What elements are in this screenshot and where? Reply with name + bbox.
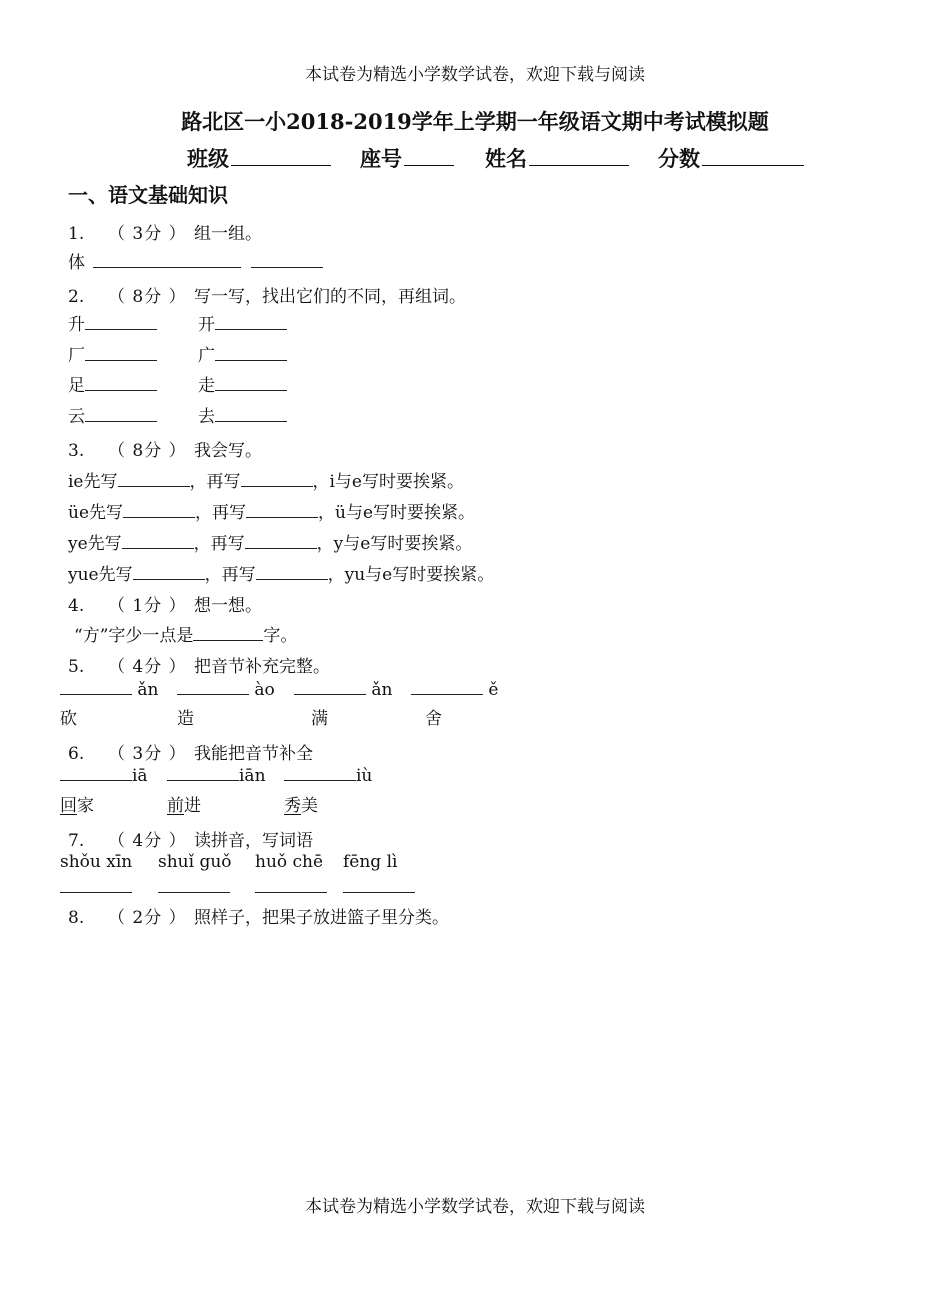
q2-blank[interactable] [215,345,287,361]
q1-char: 体 [68,253,85,273]
q6-blank[interactable] [60,765,132,781]
q2-blank[interactable] [85,345,157,361]
question-5: 5. （ 4分 ） 把音节补充完整。 [68,657,330,677]
q7-blank-4[interactable] [343,878,415,893]
q6-word-1: 回家 [60,796,94,816]
q6-pinyin-3: iù [284,765,372,786]
q3-blank[interactable] [246,502,318,518]
seat-field [360,143,454,173]
seat-label: 座号 [360,146,402,171]
q2-blank[interactable] [215,406,287,422]
q3-blank[interactable] [245,533,317,549]
score-label: 分数 [658,146,700,171]
question-1: 1. （ 3分 ） 组一组。 [68,224,262,244]
seat-blank[interactable] [404,145,454,166]
class-label: 班级 [187,146,229,171]
q2-row-4: 云 [68,402,157,427]
q5-pinyin-2: ào [177,679,275,700]
q5-pinyin-3: ǎn [294,679,393,700]
q5-pinyin-1: ǎn [60,679,159,700]
q7-blank-1[interactable] [60,878,132,893]
q3-line-3: ye先写 ，再写 ，y与e写时要挨紧。 [68,534,473,554]
q5-char-4: 舍 [425,709,442,729]
q1-blank-1[interactable] [93,252,241,268]
q5-blank[interactable] [411,679,483,695]
q2-row-3b: 走 [198,371,287,396]
question-8: 8. （ 2分 ） 照样子，把果子放进篮子里分类。 [68,908,449,928]
q3-blank[interactable] [256,564,328,580]
q2-blank[interactable] [85,314,157,330]
q5-pinyin-4: ě [411,679,498,700]
q3-line-4: yue先写 ，再写 ，yu与e写时要挨紧。 [68,565,495,585]
q6-blank[interactable] [167,765,239,781]
q2-row-3: 足 [68,371,157,396]
q2-row-2: 厂 [68,341,157,366]
q7-blank-2[interactable] [158,878,230,893]
q5-char-1: 砍 [60,709,77,729]
q1-blank-2[interactable] [251,252,323,268]
class-field [187,143,331,173]
q3-blank[interactable] [241,471,313,487]
q6-word-2: 前进 [167,796,201,816]
name-blank[interactable] [529,145,629,166]
q7-pinyin-2: shuǐ guǒ [158,852,232,872]
q2-row-4b: 去 [198,402,287,427]
q5-char-3: 满 [311,709,328,729]
page-footer-note: 本试卷为精选小学数学试卷，欢迎下载与阅读 [305,1197,645,1217]
q6-pinyin-1: iā [60,765,148,786]
q6-blank[interactable] [284,765,356,781]
q7-pinyin-1: shǒu xīn [60,852,133,872]
section-title: 一、语文基础知识 [68,183,228,207]
q3-blank[interactable] [118,471,190,487]
q2-blank[interactable] [85,375,157,391]
q4-line: “方”字少一点是 字。 [74,626,298,646]
q3-blank[interactable] [122,533,194,549]
exam-title: 路北区一小2018-2019学年上学期一年级语文期中考试模拟题 [181,109,769,134]
q5-blank[interactable] [294,679,366,695]
q6-pinyin-2: iān [167,765,266,786]
q3-line-2: üe先写 ，再写 ，ü与e写时要挨紧。 [68,503,476,523]
q5-char-2: 造 [177,709,194,729]
page-header-note: 本试卷为精选小学数学试卷，欢迎下载与阅读 [305,65,645,85]
q5-blank[interactable] [177,679,249,695]
question-3: 3. （ 8分 ） 我会写。 [68,441,262,461]
q3-line-1: ie先写 ，再写 ，i与e写时要挨紧。 [68,472,464,492]
q5-blank[interactable] [60,679,132,695]
score-blank[interactable] [702,145,804,166]
q2-blank[interactable] [215,375,287,391]
q3-blank[interactable] [133,564,205,580]
question-6: 6. （ 3分 ） 我能把音节补全 [68,744,313,764]
q2-blank[interactable] [85,406,157,422]
q2-row-2b: 广 [198,341,287,366]
q7-pinyin-4: fēng lì [343,852,398,872]
question-7: 7. （ 4分 ） 读拼音，写词语 [68,831,313,851]
score-field [658,143,804,173]
question-4: 4. （ 1分 ） 想一想。 [68,596,262,616]
q7-blank-3[interactable] [255,878,327,893]
q7-pinyin-3: huǒ chē [255,852,324,872]
q2-blank[interactable] [215,314,287,330]
question-2: 2. （ 8分 ） 写一写，找出它们的不同，再组词。 [68,287,466,307]
q6-word-3: 秀美 [284,796,318,816]
class-blank[interactable] [231,145,331,166]
name-label: 姓名 [485,146,527,171]
name-field [485,143,629,173]
q3-blank[interactable] [123,502,195,518]
q2-row-1b: 开 [198,310,287,335]
q1-line [68,248,323,273]
q2-row-1: 升 [68,310,157,335]
q4-blank[interactable] [193,625,263,641]
